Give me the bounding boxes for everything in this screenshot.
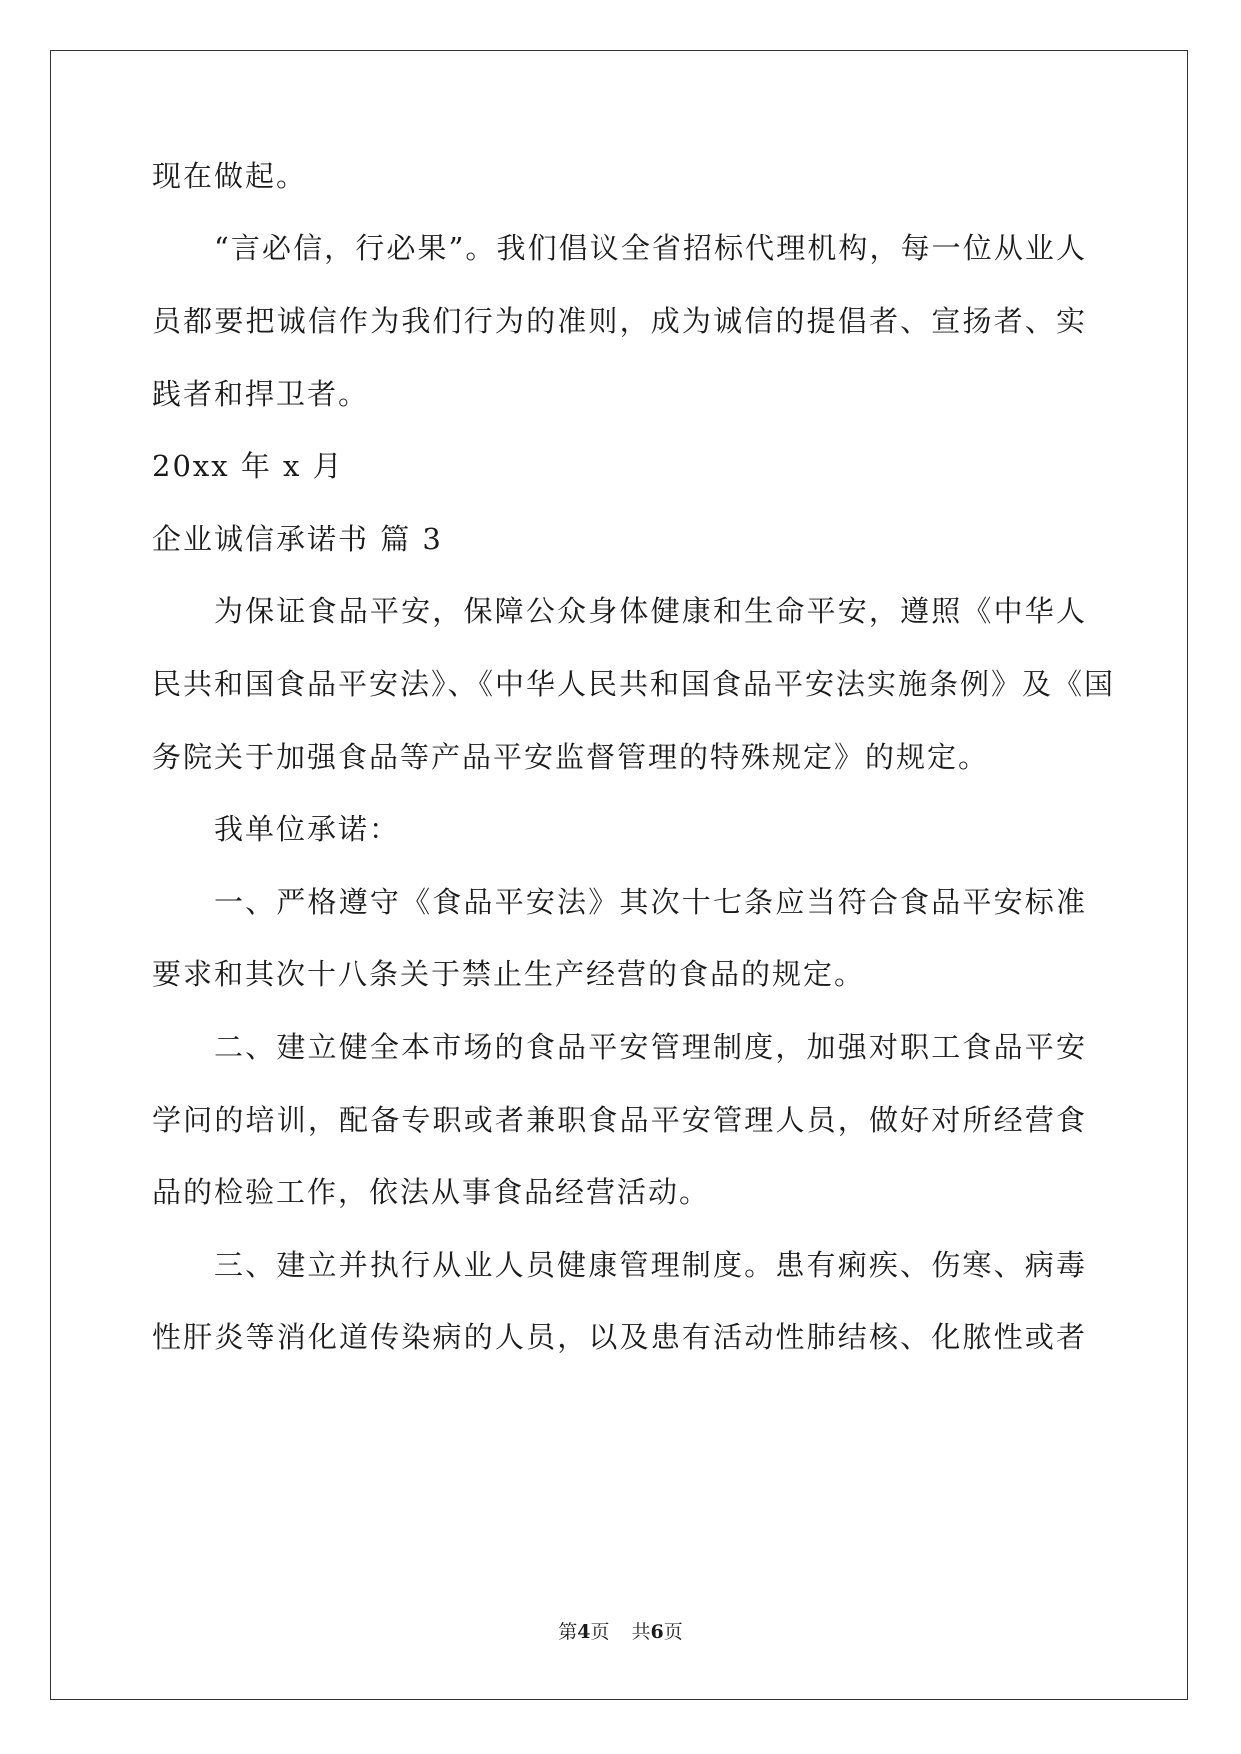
text-line: 务院关于加强食品等产品平安监督管理的特殊规定》的规定。 [152,740,990,774]
footer-page-prefix: 第 [558,1621,578,1643]
text-line: 性肝炎等消化道传染病的人员，以及患有活动性肺结核、化脓性或者 [152,1320,1087,1354]
footer-page-suffix: 页 [590,1621,610,1643]
page-number-footer [0,1620,1241,1644]
footer-total-prefix: 共 [631,1621,651,1643]
page-border [50,50,1188,1700]
footer-page-total: 6 [650,1621,664,1643]
text-line: 为保证食品平安，保障公众身体健康和生命平安，遵照《中华人 [214,594,1087,628]
date-line: 20xx 年 x 月 [152,449,344,483]
text-line: 我单位承诺： [214,812,401,846]
text-line: “言必信，行必果”。我们倡议全省招标代理机构，每一位从业人 [214,231,1087,265]
text-line: 民共和国食品平安法》、《中华人民共和国食品平安法实施条例》及《国 [152,667,1116,701]
text-line: 品的检验工作，依法从事食品经营活动。 [152,1175,711,1209]
text-line: 员都要把诚信作为我们行为的准则，成为诚信的提倡者、宣扬者、实 [152,304,1087,338]
text-line: 要求和其次十八条关于禁止生产经营的食品的规定。 [152,957,866,991]
footer-page-current: 4 [577,1621,591,1643]
text-line: 现在做起。 [152,159,308,193]
text-line: 学问的培训，配备专职或者兼职食品平安管理人员，做好对所经营食 [152,1103,1087,1137]
footer-total-suffix: 页 [663,1621,683,1643]
text-line: 三、建立并执行从业人员健康管理制度。患有痢疾、伤寒、病毒 [214,1248,1087,1282]
text-line: 践者和捍卫者。 [152,377,370,411]
section-heading: 企业诚信承诺书 篇 3 [152,522,443,556]
text-line: 一、严格遵守《食品平安法》其次十七条应当符合食品平安标准 [214,885,1087,919]
text-line: 二、建立健全本市场的食品平安管理制度，加强对职工食品平安 [214,1030,1087,1064]
